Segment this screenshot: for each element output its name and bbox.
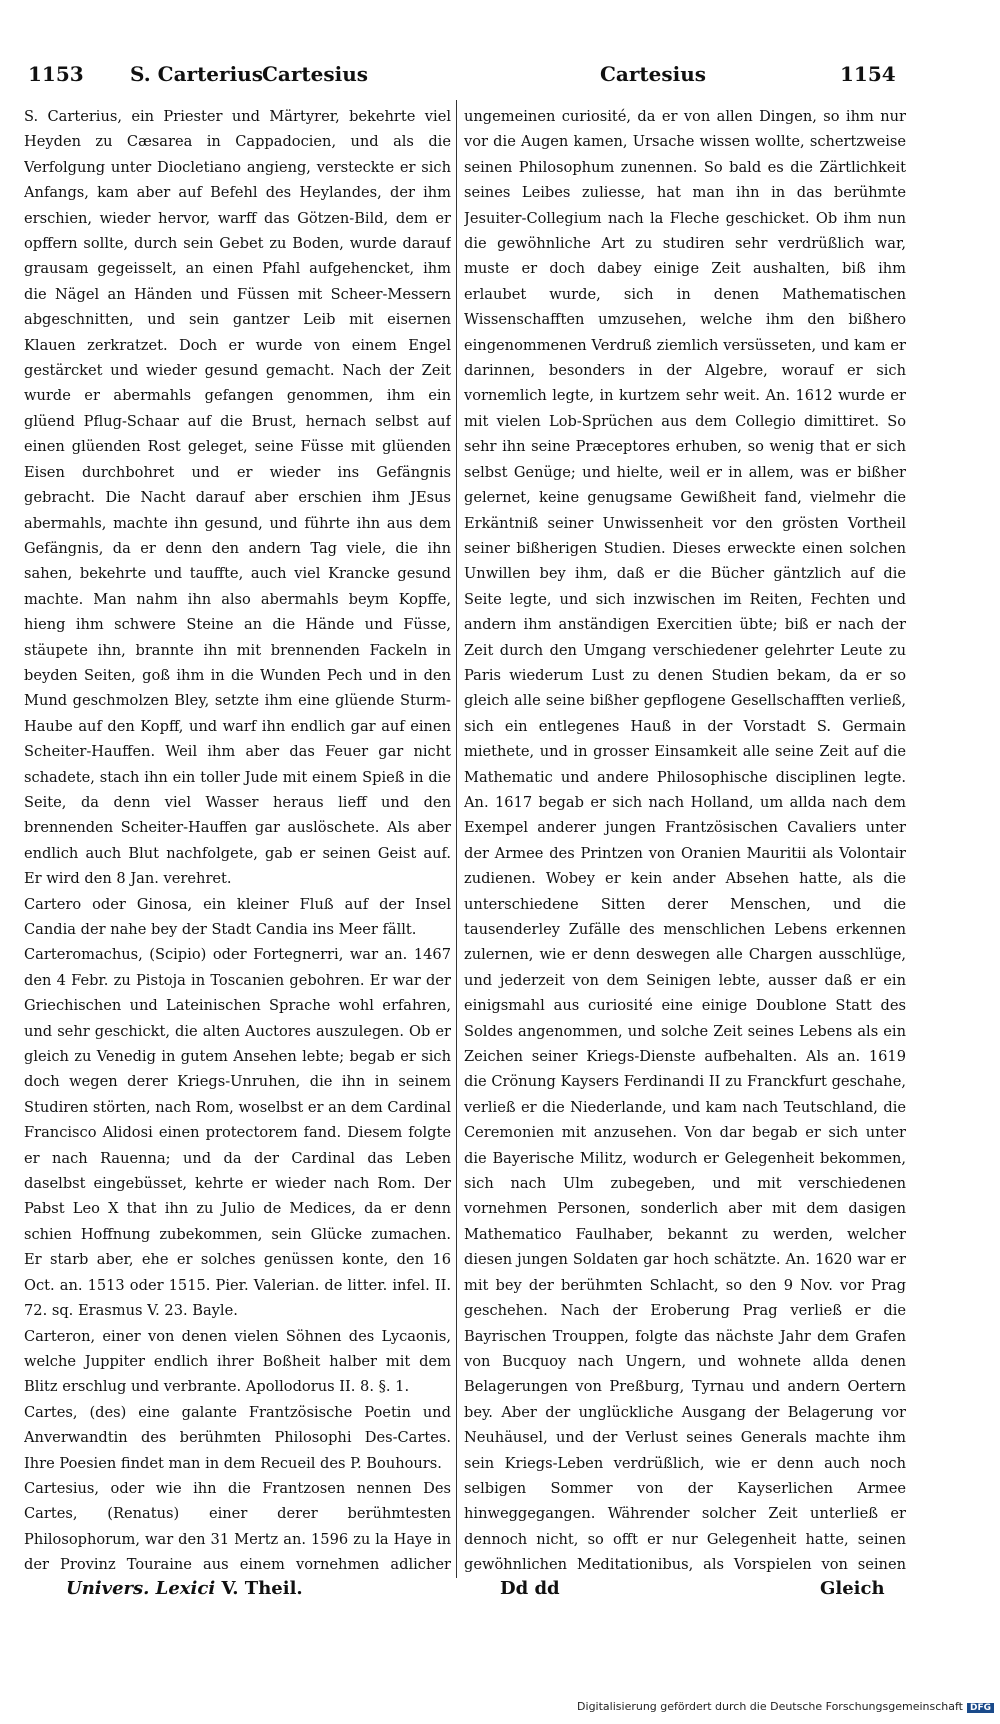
right-header-word: Cartesius: [600, 62, 707, 86]
running-header: [0, 62, 1000, 94]
left-header-word-b: Cartesius: [262, 62, 369, 86]
signature-left-volume: V. Theil.: [221, 1578, 303, 1599]
column-divider: [456, 100, 457, 1578]
entry-carteron: Carteron, einer von denen vielen Söhnen des Lycaonis, welche Juppiter endlich ihrer Boßheit halber mit dem Blitz erschlug und verbrante. Apollodorus II. 8. §. 1.: [24, 1327, 451, 1396]
dfg-logo: DFG: [967, 1703, 994, 1713]
digitization-credit: [577, 1700, 994, 1713]
entry-cartes: Cartes, (des) eine galante Frantzösische Poetin und Anverwandtin des berühmten Philosophi Des-Cartes. Ihre Poesien findet man in dem Recueil des P. Bouhours.: [24, 1403, 451, 1472]
right-page-number: 1154: [840, 62, 896, 86]
signature-mark: Dd dd: [500, 1578, 560, 1599]
entry-carterius: S. Carterius, ein Priester und Märtyrer, bekehrte viel Heyden zu Cæsarea in Cappadocien, und als die Verfolgung unter Diocletiano angieng, versteckte er sich Anfangs, kam aber auf Befehl des Heylandes, der ihm erschien, wieder hervor, warff das Götzen-Bild, dem er opffern sollte, durch sein Gebet zu Boden, wurde darauf grausam gegeisselt, an einen Pfahl aufgehencket, ihm die Nägel an Händen und Füssen mit Scheer-Messern abgeschnitten, und sein gantzer Leib mit eisernen Klauen zerkratzet. Doch er wurde von einem Engel gestärcket und wieder gesund gemacht. Nach der Zeit wurde er abermahls gefangen genommen, ihm ein glüend Pflug-Schaar auf die Brust, hernach selbst auf einen glüenden Rost geleget, seine Füsse mit glüenden Eisen durchbohret und er wieder ins Gefängnis gebracht. Die Nacht darauf aber erschien ihm JEsus abermahls, machte ihn gesund, und führte ihn aus dem Gefängnis, da er denn den andern Tag viele, die ihn sahen, bekehrte und tauffte, auch viel Krancke gesund machte. Man nahm ihn also abermahls beym Kopffe, hieng ihm schwere Steine an die Hände und Füsse, stäupete ihn, brannte ihn mit brennenden Fackeln in beyden Seiten, goß ihm in die Wunden Pech und in den Mund geschmolzen Bley, setzte ihm eine glüende Sturm-Haube auf den Kopff, und warf ihn endlich gar auf einen Scheiter-Hauffen. Weil ihm aber das Feuer gar nicht schadete, stach ihn ein toller Jude mit einem Spieß in die Seite, da denn viel Wasser heraus lieff und den brennenden Scheiter-Hauffen gar auslöschete. Als aber endlich auch Blut nachfolgete, gab er seinen Geist auf. Er wird den 8 Jan. verehret.: [24, 108, 451, 888]
signature-left-title: Univers. Lexici: [66, 1578, 216, 1599]
left-column: [24, 104, 451, 1578]
credit-text: Digitalisierung gefördert durch die Deutsche Forschungsgemeinschaft: [577, 1700, 963, 1713]
catchword: Gleich: [820, 1578, 885, 1599]
entry-cartesius-continued: ungemeinen curiosité, da er von allen Dingen, so ihm nur vor die Augen kamen, Ursache wissen wollte, schertzweise seinen Philosophum zunennen. So bald es die Zärtlichkeit seines Leibes zuliesse, hat man ihn in das berühmte Jesuiter-Collegium nach la Fleche geschicket. Ob ihm nun die gewöhnliche Art zu studiren sehr verdrüßlich war, muste er doch dabey einige Zeit aushalten, biß ihm erlaubet wurde, sich in denen Mathematischen Wissenschafften umzusehen, welche ihm den bißhero eingenommenen Verdruß ziemlich versüsseten, und kam er darinnen, besonders in der Algebre, worauf er sich vornemlich legte, in kurtzem sehr weit. An. 1612 wurde er mit vielen Lob-Sprüchen aus dem Collegio dimittiret. So sehr ihn seine Præceptores erhuben, so wenig that er sich selbst Genüge; und hielte, weil er in allem, was er bißher gelernet, keine genugsame Gewißheit fand, vielmehr die Erkäntniß seiner Unwissenheit vor den grösten Vortheil seiner bißherigen Studien. Dieses erweckte einen solchen Unwillen bey ihm, daß er die Bücher gäntzlich auf die Seite legte, und sich inzwischen im Reiten, Fechten und andern ihm anständigen Exercitien übte; biß er nach der Zeit durch den Umgang verschiedener gelehrter Leute zu Paris wiederum Lust zu denen Studien bekam, da er so gleich alle seine bißher gepflogene Gesellschafften verließ, sich ein entlegenes Hauß in der Vorstadt S. Germain miethete, und in grosser Einsamkeit alle seine Zeit auf die Mathematic und andere Philosophische disciplinen legte. An. 1617 begab er sich nach Holland, um allda nach dem Exempel anderer jungen Frantzösischen Cavaliers unter der Armee des Printzen von Oranien Mauritii als Volontair zudienen. Wobey er kein ander Absehen hatte, als die unterschiedene Sitten derer Menschen, und die tausenderley Zufälle des menschlichen Lebens erkennen zulernen, wie er denn deswegen alle Chargen ausschlüge, und jederzeit von dem Seinigen lebte, ausser daß er ein einigsmahl aus curiosité eine einige Doublone Statt des Soldes angenommen, und solche Zeit seines Lebens als ein Zeichen seiner Kriegs-Dienste aufbehalten. Als an. 1619 die Crönung Kaysers Ferdinandi II zu Franckfurt geschahe, verließ er die Niederlande, und kam nach Teutschland, die Ceremonien mit anzusehen. Von dar begab er sich unter die Bayerische Militz, wodurch er Gelegenheit bekommen, sich nach Ulm zubegeben, und mit verschiedenen vornehmen Personen, sonderlich aber mit dem dasigen Mathematico Faulhaber, bekannt zu werden, welcher diesen jungen Soldaten gar hoch schätzte. An. 1620 war er mit bey der berühmten Schlacht, so den 9 Nov. vor Prag geschehen. Nach der Eroberung Prag verließ er die Bayrischen Trouppen, folgte das nächste Jahr dem Grafen von Bucquoy nach Ungern, und wohnete allda denen Belagerungen von Preßburg, Tyrnau und andern Oertern bey. Aber der unglückliche Ausgang der Belagerung vor Neuhäusel, und der Verlust seines Generals machte ihm sein Kriegs-Leben verdrüßlich, wie er denn auch noch selbigen Sommer von der Kayserlichen Armee hinweggegangen. Währender solcher Zeit unterließ er dennoch nicht, so offt er nur Gelegenheit hatte, seinen gewöhnlichen Meditationibus, als Vorspielen von seinen: [464, 108, 906, 1574]
right-column: [464, 104, 906, 1578]
signature-left: [66, 1578, 303, 1604]
left-page-number: 1153: [28, 62, 84, 86]
entry-cartesius: Cartesius, oder wie ihn die Frantzosen nennen Des Cartes, (Renatus) einer derer berühmtesten Philosophorum, war den 31 Mertz an. 1596 zu la Haye in der Provinz Touraine aus einem vornehmen adlicher: [24, 1479, 451, 1574]
entry-carteromachus: Carteromachus, (Scipio) oder Fortegnerri, war an. 1467 den 4 Febr. zu Pistoja in Toscanien gebohren. Er war der Griechischen und Lateinischen Sprache wohl erfahren, und sehr geschickt, die alten Auctores auszulegen. Ob er gleich zu Venedig in gutem Ansehen lebte; begab er sich doch wegen derer Kriegs-Unruhen, die ihn in seinem Studiren störten, nach Rom, woselbst er an dem Cardinal Francisco Alidosi einen protectorem fand. Diesem folgte er nach Rauenna; und da der Cardinal das Leben daselbst eingebüsset, kehrte er wieder nach Rom. Der Pabst Leo X that ihn zu Julio de Medices, da er denn schien Hoffnung zubekommen, sein Glücke zumachen. Er starb aber, ehe er solches genüssen konte, den 16 Oct. an. 1513 oder 1515. Pier. Valerian. de litter. infel. II. 72. sq. Erasmus V. 23. Bayle.: [24, 946, 451, 1320]
left-header-word-a: S. Carterius: [130, 62, 263, 86]
entry-cartero: Cartero oder Ginosa, ein kleiner Fluß auf der Insel Candia der nahe bey der Stadt Candia ins Meer fällt.: [24, 895, 451, 938]
